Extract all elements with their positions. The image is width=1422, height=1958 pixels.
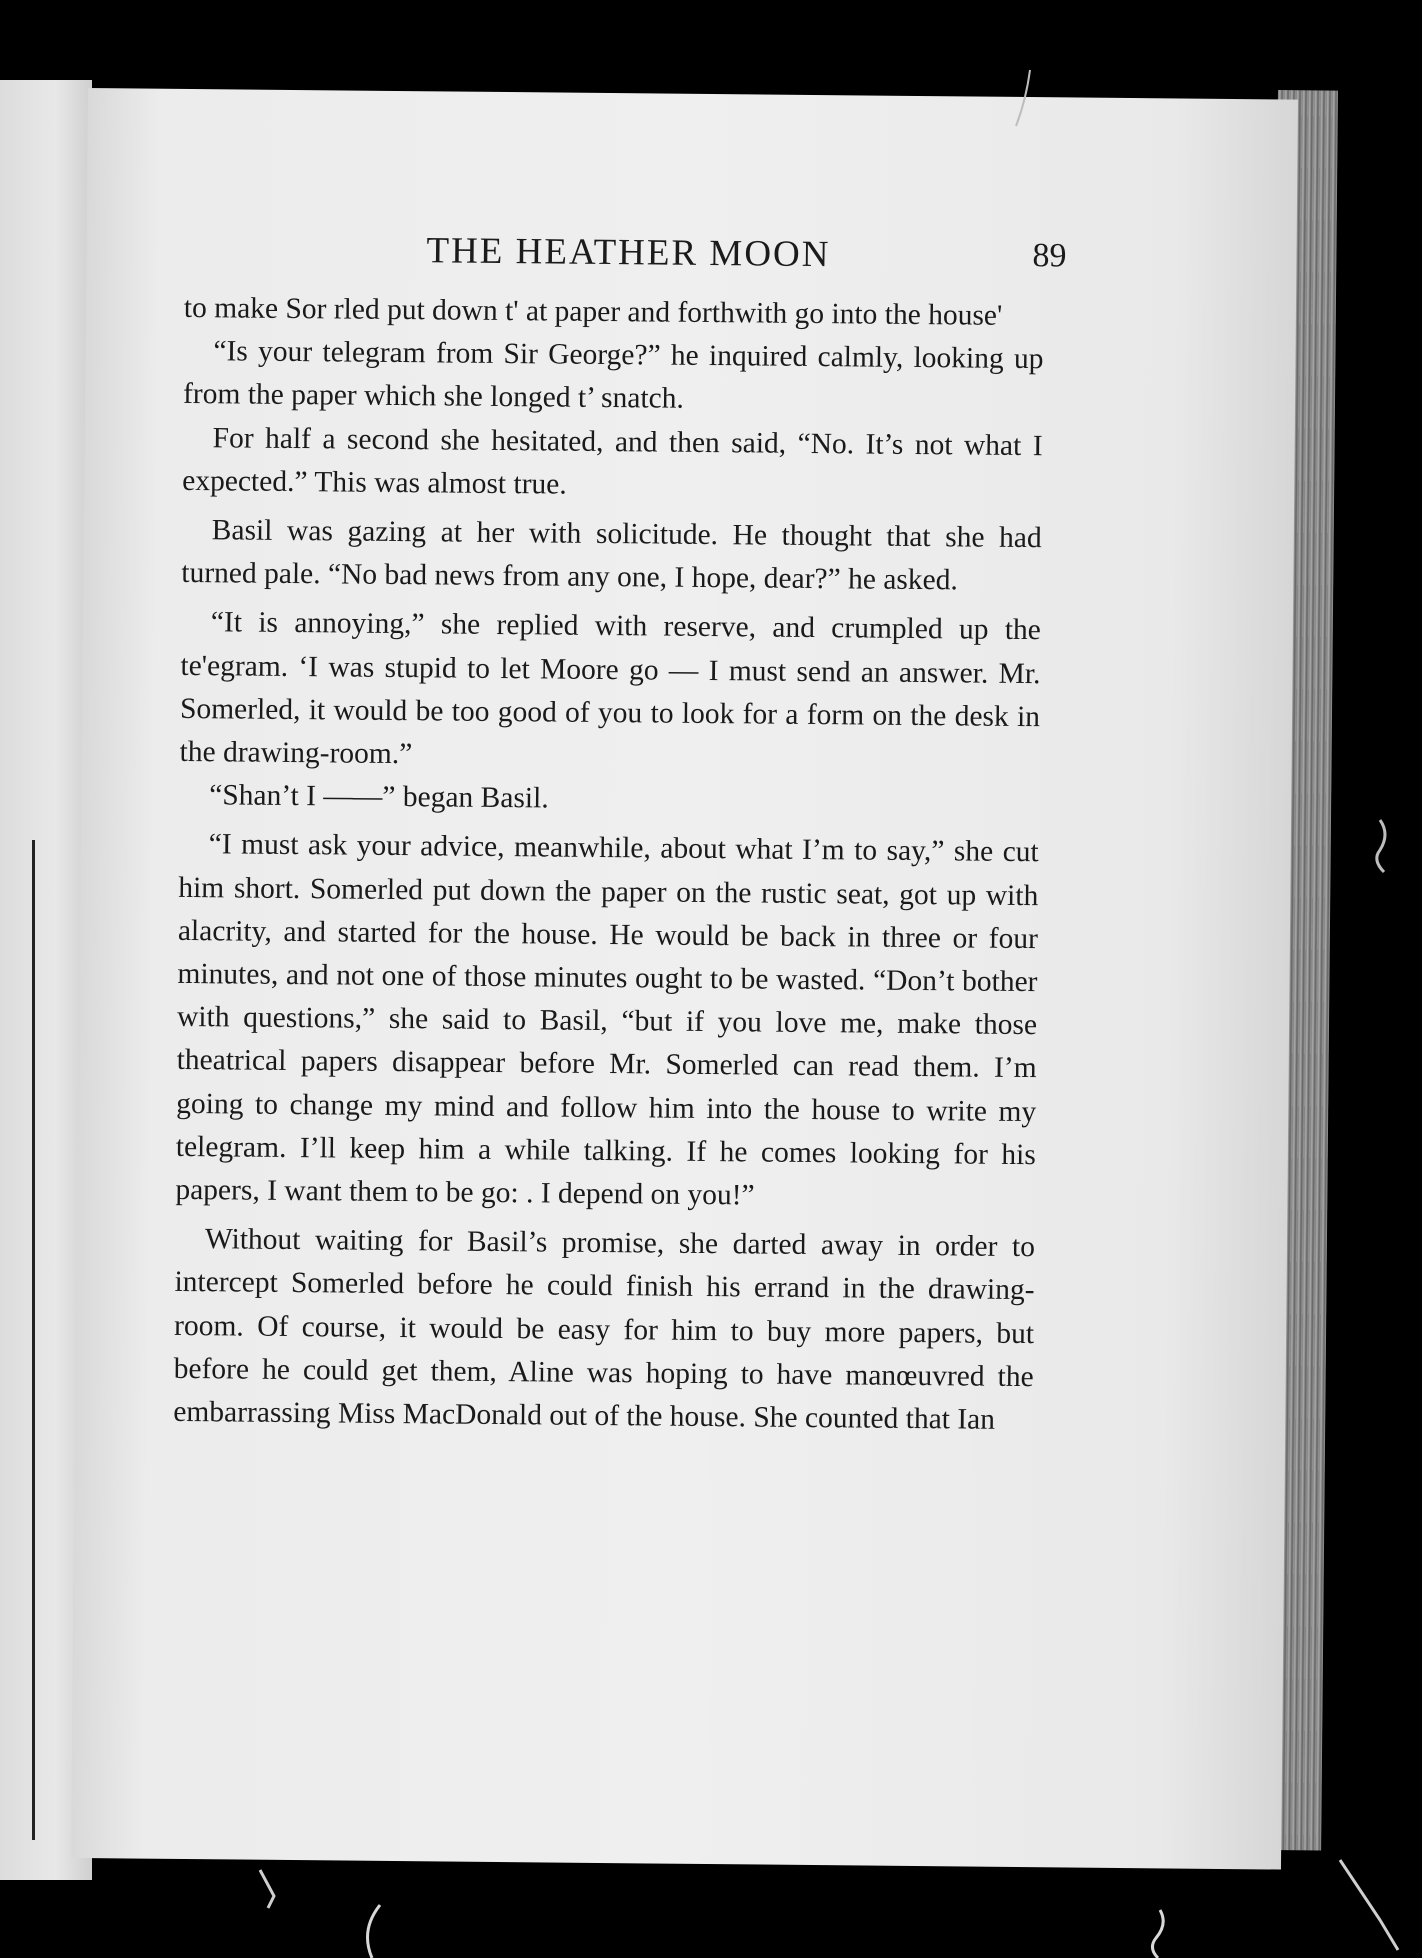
paragraph: “Is your telegram from Sir George?” he inquired calmly, looking up from the paper which she longed t’ snatch.: [182, 335, 1044, 416]
paragraph: “It is annoying,” she replied with reserve, and crumpled up the te'egram. ‘I was stupid to let Moore go — I must send an answer. Mr. Somerled, it would be too good of you to look for a form on the desk in the drawing-room.”: [179, 606, 1041, 771]
page-number: 89: [1032, 237, 1067, 275]
body-text: [173, 287, 1044, 1442]
paragraph: to make Sor rled put down t' at paper and forthwith go into the house': [183, 291, 1003, 332]
paragraph: Basil was gazing at her with solicitude. He thought that she had turned pale. “No bad news from any one, I hope, dear?” he asked.: [181, 514, 1042, 597]
paragraph: For half a second she hesitated, and then said, “No. It’s not what I expected.” This was almost true.: [182, 421, 1043, 501]
gutter-rule: [32, 840, 35, 1840]
paragraph: Without waiting for Basil’s promise, she darted away in order to intercept Somerled before he could finish his errand in the drawing-room. Of course, it would be easy for him to buy more papers, but before he could get them, Aline was hoping to have manœuvred the embarrassing Miss MacDonald out of the house. She counted that Ian: [173, 1223, 1036, 1436]
paragraph: “I must ask your advice, meanwhile, about what I’m to say,” she cut him short. Somerled put down the paper on the rustic seat, got up with alacrity, and started for the house. He would be back in three or four minutes, and not one of those minutes ought to be wasted. “Don’t bother with questions,” she said to Basil, “but if you love me, make those theatrical papers disappear before Mr. Somerled can read them. I’m going to change my mind and follow him into the house to write my telegram. I’ll keep him a while talking. If he comes looking for his papers, I want them to be go: . I depend on you!”: [175, 828, 1039, 1212]
paragraph: “Shan’t I ——” began Basil.: [209, 779, 549, 815]
book-page: [71, 88, 1298, 1870]
running-title: THE HEATHER MOON: [426, 230, 831, 276]
